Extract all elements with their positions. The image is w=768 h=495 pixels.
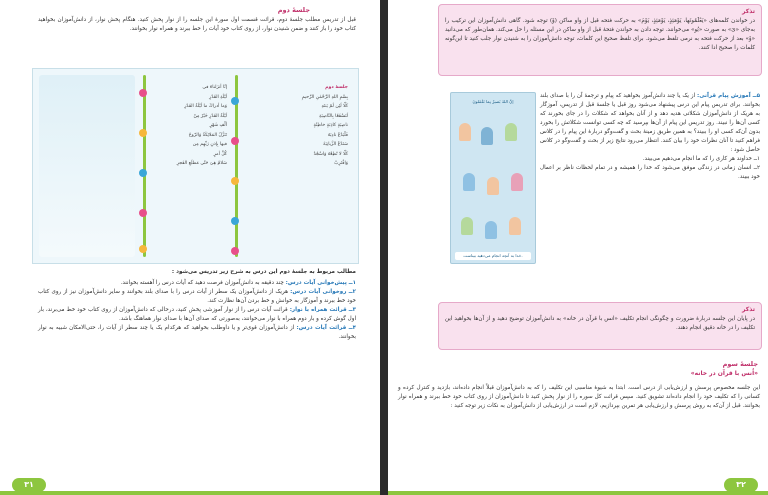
list-item: ۱ــ خداوند هر کاری را که ما انجام می‌دهیم می‌بیند. bbox=[642, 156, 760, 162]
section5-block bbox=[540, 92, 760, 182]
session-two-lead: مطالب مربوط به جلسهٔ دوم این درس به شرح زیر تدریس می‌شود : bbox=[171, 269, 356, 275]
verse-line: فَلْیَدْعُ نادِیَهُ bbox=[327, 132, 348, 138]
verse-line: كَلّا لَئِن لَمْ یَنتَهِ bbox=[321, 104, 348, 109]
verse-line: جلسهٔ دوم bbox=[325, 85, 348, 90]
verse-line: لَیْلَةِ القَدْرِ bbox=[209, 94, 227, 100]
step-text: قرائت آیات درس را از نوار آموزشی پخش کنید، درحالی که دانش‌آموزان از روی کتاب خود خط می‌برند، بار اول گوش کرده و بار دوم همراه با نوار می‌خوانند، به‌صورتی که صدای آن‌ها با صدای نوار هماهنگ باشد. bbox=[38, 307, 356, 322]
list-item: ۲ــ انسان زمانی در زندگی موفق می‌شود که خدا را همیشه و در تمام لحظات ناظر بر اعمال خود ببیند. bbox=[540, 165, 760, 180]
list-item bbox=[38, 288, 356, 306]
surah-illustration bbox=[32, 68, 359, 264]
session-three-heading: جلسهٔ سوم bbox=[722, 360, 758, 368]
picture-caption-bottom: خدا به آنچه انجام می‌دهید بیناست. bbox=[455, 252, 531, 260]
verse-line: كُلِّ أمرٍ bbox=[213, 151, 227, 157]
note-label: تذکر bbox=[742, 306, 755, 313]
step-text: از دانش‌آموزان قوی‌تر و یا داوطلب بخواهید که هرکدام یک یا چند سطر از آیات را، حتی‌الامکان شبیه به نوار بخوانند. bbox=[38, 325, 356, 340]
page-number: ۳۱ bbox=[12, 478, 46, 492]
note-text: در خواندن کلمه‌های «یَعْلَمُونَها، یَوْمَئِذٍ، یَوْمَئِذٍ، یَوْمَ» به حرکت فتحه قبل از واو ساکن (وْ) توجه شود. گاهی دانش‌آموزان این ترکیب را به‌جای «یَ» به صورت «یُو» می‌خوانند. توجه دادن به خواندن فتحهٔ قبل از واو ساکن در این مسئله را حل می‌کند. همان‌طور که می‌دانید «وْ» بعد از حرکت فتحه به نرمی تلفظ می‌شود. برای تلفظ صحیح این کلمات، توجه دانش‌آموزان را به شنیدن نوار جلب کنید تا این‌گونه کلمات را صحیح ادا کنند. bbox=[445, 18, 755, 51]
verse-line: ناصِیَةٍ كاذِبَةٍ خاطِئَةٍ bbox=[313, 123, 348, 128]
step-text: چند دقیقه به دانش‌آموزان فرصت دهید که آیات درس را آهسته بخوانند. bbox=[120, 280, 284, 286]
verse-line: تَنَزَّلُ المَلائِكَةُ وَالرّوحُ bbox=[188, 132, 227, 138]
note-text: در پایان این جلسه دربارهٔ ضرورت و چگونگی انجام تکلیف «انس با قرآن در خانه» به دانش‌آموزان توضیح دهید و از آن‌ها بخواهید این تکلیف را در خانه دقیق انجام دهند. bbox=[445, 316, 755, 331]
lesson-picture bbox=[450, 92, 536, 264]
verse-line: سَلامٌ هِیَ حَتّی مَطلَعِ الفَجرِ bbox=[176, 161, 227, 166]
step-list bbox=[38, 279, 356, 342]
step-title: ۲ــ روخوانی آیات درس: bbox=[290, 289, 356, 295]
right-page bbox=[388, 0, 768, 495]
step-title: ۱ــ پیش‌خوانی آیات درس: bbox=[285, 280, 356, 286]
note-box-1 bbox=[438, 4, 762, 76]
verse-line: إنّا أنزَلناهُ فی bbox=[202, 85, 227, 90]
note-label: تذکر bbox=[742, 8, 755, 15]
footer-bar bbox=[388, 491, 768, 495]
verse-line: بِسْمِ اللهِ الرَّحْمٰنِ الرَّحیمِ bbox=[301, 94, 348, 100]
page-number: ۳۲ bbox=[724, 478, 758, 492]
session-two-heading: جلسهٔ دوم bbox=[277, 6, 310, 14]
decorative-panel bbox=[39, 75, 135, 257]
verse-line: وَاقْتَرِبْ bbox=[334, 161, 348, 166]
book-gutter bbox=[380, 0, 388, 495]
step-text: هریک از دانش‌آموزان یک سطر از آیات درس را با صدای بلند بخوانند و سایر دانش‌آموزان نیز از روی کتاب خود خط ببرند و آموزگار به خوانش و خط بردن آن‌ها نظارت کند. bbox=[38, 289, 356, 304]
footer-bar bbox=[0, 491, 380, 495]
step-title: ۳ــ قرائت همراه با نوار: bbox=[289, 307, 356, 313]
step-title: ۴ــ قرائت آیات درس: bbox=[296, 325, 357, 331]
picture-caption-top: إنَّ اللهَ بَصیرٌ بِما تَعْمَلونَ bbox=[472, 99, 514, 104]
section5-text: از یک یا چند دانش‌آموز بخواهید که پیام و ترجمهٔ آن را با صدای بلند بخوانند. برای تدریس پیام این درس پیشنهاد می‌شود روز قبل یا جلسهٔ قبل از تدریس، آموزگار به هریک از دانش‌آموزان شکلاتی هدیه دهد و از آنان بخواهد که شکلات را در جای بخورند که کسی آن‌ها را نبیند. روز تدریس این پیام از آن‌ها بپرسید که چه کسی توانست شکلاتش را بخورد بدون آن‌که کسی او را ببیند؟ به همین طریق زمینهٔ بحث و گفت‌وگو دربارهٔ این پیام را در کلاس فراهم کنید تا آنان نظرات خود را بیان کنند. انتظار می‌رود نتایج زیر از بحث و گفت‌وگو در کلاس حاصل شود : bbox=[540, 93, 760, 153]
verse-line: ألْفِ شَهْرٍ bbox=[209, 123, 227, 128]
verse-line: فیها بِإذنِ رَبِّهِم مِن bbox=[192, 142, 227, 147]
verse-line: كَلّا لا تُطِعْهُ وَاسْجُدْ bbox=[313, 151, 348, 157]
verses-left-column bbox=[151, 83, 227, 169]
left-page bbox=[0, 0, 380, 495]
list-item bbox=[38, 324, 356, 342]
verse-line: لَنَسْفَعًا بِالنّاصِیَةِ bbox=[319, 113, 348, 119]
session-two-intro: قبل از تدریس مطلب جلسهٔ دوم، قرائت قسمت اول سورهٔ این جلسه را از نوار پخش کنید. هنگام پخش نوار، از دانش‌آموزان بخواهید کتاب خود را باز کنند و ضمن شنیدن نوار، از روی کتاب خود آیات را خط ببرند و همراه نوار بخوانند. bbox=[38, 17, 356, 32]
note-box-2 bbox=[438, 302, 762, 350]
session-three-text: این جلسه مخصوص پرسش و ارزش‌یابی از درس است. ابتدا به شیوهٔ مناسبی این تکلیف را که به دانش‌آموزان قبلاً انجام داده‌اند، بازدید و کنترل کرده و کسانی را که تکلیف خود را انجام داده‌اند تشویق کنید. سپس قرائت کل سوره را از نوار پخش کنید تا دانش‌آموزان از روی کتاب خود خط ببرند و همراه نوار بخوانند. قبل از آن‌که به روش پرسش و ارزش‌یابی هر تمرین بپردازیم، لازم است در ارزش‌یابی از دانش‌آموزان به نکات زیر توجه کنید : bbox=[398, 385, 760, 409]
list-item bbox=[38, 306, 356, 324]
section5-title: ۵ــ آموزش پیام قرآنی: bbox=[697, 93, 761, 99]
verse-line: وَما أدراكَ ما لَیْلَةُ القَدْرِ bbox=[184, 104, 227, 109]
verse-line: لَیْلَةُ القَدْرِ خَیْرٌ مِنْ bbox=[193, 113, 227, 119]
session-three-subheading: «اُنس با قرآن در خانه» bbox=[690, 370, 758, 377]
verses-right-column bbox=[248, 83, 348, 169]
list-item bbox=[38, 279, 356, 288]
verse-line: سَنَدْعُ الزَّبانِیَةَ bbox=[323, 142, 348, 147]
